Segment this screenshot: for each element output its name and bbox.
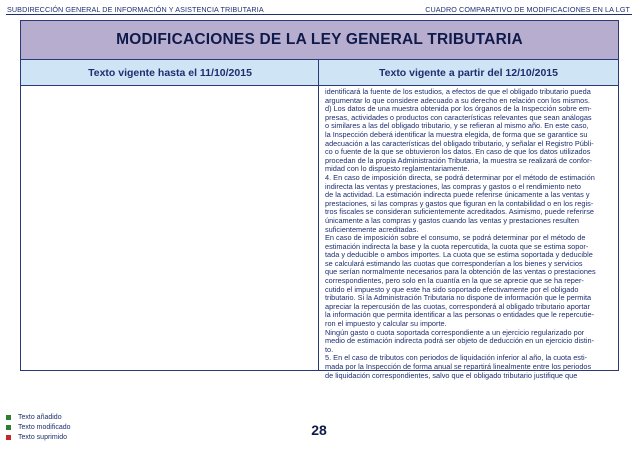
page-number: 28 bbox=[311, 422, 327, 438]
text-line: midad con lo dispuesto reglamentariamente. bbox=[325, 164, 470, 174]
text-line: mada por la Inspección de forma anual se repartirá linealmente entre los periodos bbox=[325, 362, 592, 371]
text-line: tada y deducible o ambos importes. La cuota que se estima soportada y deducible bbox=[325, 250, 593, 260]
text-line: suficientemente acreditadas. bbox=[325, 224, 419, 234]
text-line: únicamente a las compras y gastos cuando las ventas y prestaciones resulten bbox=[325, 215, 579, 225]
left-column-heading: Texto vigente hasta el 11/10/2015 bbox=[20, 60, 320, 86]
text-line: tributario. Si la Administración Tributaria no dispone de información que le permita bbox=[325, 293, 592, 303]
right-column-body bbox=[318, 85, 619, 380]
legend-label-deleted: Texto suprimido bbox=[18, 433, 68, 441]
page-title: MODIFICACIONES DE LA LEY GENERAL TRIBUTARIA bbox=[116, 31, 523, 48]
right-column-heading: Texto vigente a partir del 12/10/2015 bbox=[318, 60, 619, 86]
text-line: de liquidación correspondientes, salvo que el obligado tributario justifique que bbox=[325, 370, 578, 380]
text-line: prestaciones, si las compras y gastos que figuran en la contabilidad o en los regis- bbox=[325, 198, 594, 208]
text-line: tros fiscales se consideran suficientemente acreditados. Asimismo, puede referirse bbox=[325, 207, 594, 217]
text-line: presas, actividades o productos con características relevantes que sean análogas bbox=[325, 112, 592, 122]
text-line: se calculará estimando las cuotas que corresponderían a los bienes y servicios bbox=[325, 258, 583, 268]
text-line: la información que permita identificar a las personas o entidades que le repercutie- bbox=[325, 310, 595, 320]
header-left: SUBDIRECCIÓN GENERAL DE INFORMACIÓN Y ASISTENCIA TRIBUTARIA bbox=[7, 5, 264, 14]
text-line: estimación indirecta la base y la cuota repercutida, la cuota que se estima sopor- bbox=[325, 241, 589, 251]
title-band bbox=[20, 20, 619, 60]
left-column-body bbox=[20, 85, 320, 371]
text-line: que serían normalmente necesarios para la obtención de las ventas o prestaciones bbox=[325, 267, 596, 277]
text-line: indirecta las ventas y prestaciones, las compras y gastos o el rendimiento neto bbox=[325, 181, 581, 191]
text-line: la Inspección deberá identificar la muestra elegida, de forma que se garantice su bbox=[325, 129, 588, 139]
text-line: 4. En caso de imposición directa, se podrá determinar por el método de estimación bbox=[325, 172, 595, 182]
text-line: 5. En el caso de tributos con periodos de liquidación inferior al año, la cuota esti- bbox=[325, 353, 588, 363]
legend-item-added bbox=[6, 412, 71, 422]
legend-label-added: Texto añadido bbox=[18, 413, 62, 421]
header-right: CUADRO COMPARATIVO DE MODIFICACIONES EN LA LGT bbox=[425, 5, 630, 14]
text-line: co o fuente de la que se obtuvieron los datos. En caso de que los datos utilizados bbox=[325, 147, 591, 157]
right-column-text bbox=[325, 88, 614, 380]
text-line: procedan de la propia Administración Tributaria, la muestra se realizará de confor- bbox=[325, 155, 592, 165]
text-line: argumentar lo que considere adecuado a su derecho en relación con los mismos. bbox=[325, 95, 590, 105]
text-line: identificará la fuente de los estudios, a efectos de que el obligado tributario pueda bbox=[325, 87, 591, 96]
text-line: correspondientes, pero solo en la cuantía en la que se aprecie que se ha reper- bbox=[325, 276, 584, 286]
text-line: Ningún gasto o cuota soportada correspondiente a un ejercicio regularizado por bbox=[325, 327, 585, 337]
text-line: o similares a las del obligado tributario, y se refieran al mismo año. En este caso, bbox=[325, 121, 589, 131]
legend-swatch-added bbox=[6, 415, 11, 420]
text-line: de la actividad. La estimación indirecta puede referirse únicamente a las ventas y bbox=[325, 190, 590, 200]
text-line: ron el impuesto y calcular su importe. bbox=[325, 319, 447, 329]
text-line: En caso de imposición sobre el consumo, se podrá determinar por el método de bbox=[325, 233, 586, 243]
text-line: medio de estimación indirecta podrá ser objeto de deducción en un ejercicio distin- bbox=[325, 336, 595, 346]
text-line: apreciar la repercusión de las cuotas, corresponderá al obligado tributario aportar bbox=[325, 301, 590, 311]
header-rule bbox=[6, 14, 632, 15]
text-line: adecuación a las características del obligado tributario, y señalar el Registro Públi- bbox=[325, 138, 594, 148]
text-line: to. bbox=[325, 344, 334, 354]
legend-label-modified: Texto modificado bbox=[18, 423, 71, 431]
text-line: d) Los datos de una muestra obtenida por los órganos de la Inspección sobre em- bbox=[325, 104, 592, 114]
text-line: cutido el impuesto y que este ha sido soportado efectivamente por el obligado bbox=[325, 284, 579, 294]
